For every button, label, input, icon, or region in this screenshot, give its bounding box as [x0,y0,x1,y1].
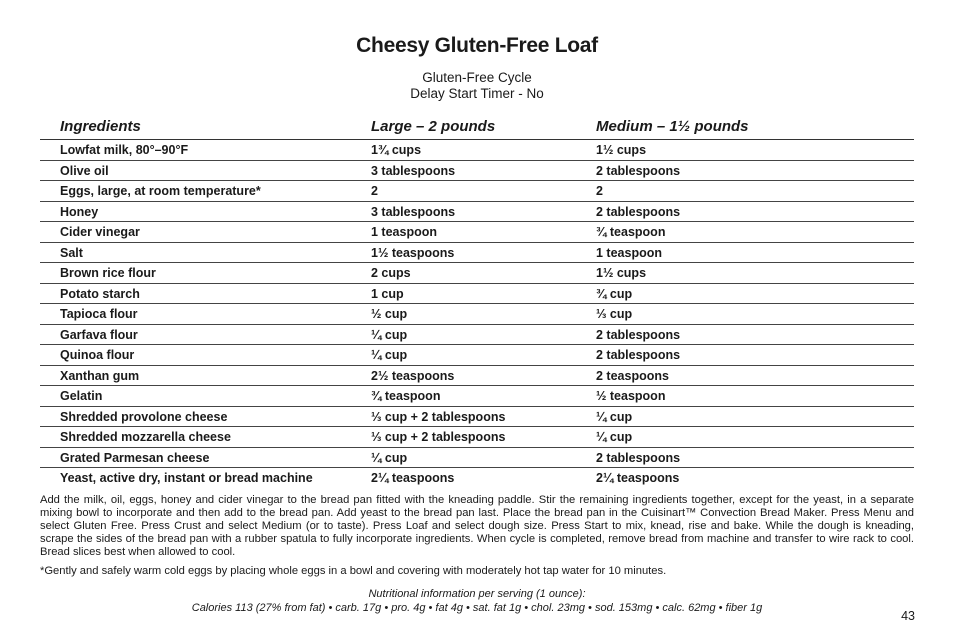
header-ingredients: Ingredients [60,118,141,135]
ingredient-name: Quinoa flour [60,348,135,362]
amount-medium: ½ teaspoon [596,389,666,403]
ingredient-name: Shredded mozzarella cheese [60,430,231,444]
table-body [40,140,914,488]
amount-medium: ¾ teaspoon [596,225,666,239]
amount-medium: 2 teaspoons [596,368,669,383]
table-row [40,263,914,284]
amount-large: 1¾ cups [371,143,422,157]
amount-large: ½ cup [371,307,408,321]
nutrition-values: Calories 113 (27% from fat) • carb. 17g • pro. 4g • fat 4g • sat. fat 1g • chol. 23mg • sod. 153mg • calc. 62mg • fiber 1g [191,602,763,614]
ingredient-name: Salt [60,245,83,260]
instructions [40,494,914,559]
amount-medium: ¼ cup [596,409,633,424]
ingredient-name: Yeast, active dry, instant or bread machine [60,471,313,485]
amount-medium: 2 tablespoons [596,327,681,342]
ingredient-name: Xanthan gum [60,368,140,383]
amount-medium: 1 teaspoon [596,245,662,260]
table-row [40,345,914,366]
amount-medium: 2 tablespoons [596,450,681,465]
amount-large: 3 tablespoons [371,163,456,178]
amount-large: ⅓ cup + 2 tablespoons [371,430,506,444]
ingredient-name: Brown rice flour [60,266,156,280]
amount-medium: ¾ cup [596,286,633,301]
amount-large: 1 teaspoon [371,225,437,239]
ingredient-name: Potato starch [60,286,140,301]
ingredient-name: Olive oil [60,163,109,178]
table-row [40,468,914,488]
table-row [40,448,914,469]
nutrition-heading: Nutritional information per serving (1 ounce): [368,588,586,600]
instructions-text: Add the milk, oil, eggs, honey and cider vinegar to the bread pan fitted with the kneading paddle. Stir the remaining ingredients together, except for the yeast, in a separate mixing bowl to incorporate and then add to the bread pan. Add yeast to the bread pan last. Place the bread pan in the Cuisinart™ Convection Bread Maker. Press Menu and select Gluten Free. Press Crust and select Medium (or to taste). Press Loaf and select dough size. Press Start to mix, knead, rise and bake. While the dough is kneading, scrape the sides of the bread pan with a rubber spatula to fully incorporate ingredients. When cycle is completed, remove bread from machine and transfer to wire rack to cool. Bread slices best when allowed to cool. [40,494,914,558]
footnote: *Gently and safely warm cold eggs by placing whole eggs in a bowl and covering with moderately hot tap water for 10 minutes. [40,565,667,577]
table-row [40,161,914,182]
amount-medium: 1½ cups [596,143,647,157]
amount-large: ¼ cup [371,327,408,342]
table-row [40,202,914,223]
table-row [40,284,914,305]
table-row [40,366,914,387]
ingredients-table [40,116,914,488]
ingredient-name: Grated Parmesan cheese [60,450,210,465]
table-row [40,140,914,161]
ingredient-name: Cider vinegar [60,225,140,239]
table-row [40,325,914,346]
amount-medium: 2¼ teaspoons [596,471,680,485]
amount-large: 2¼ teaspoons [371,471,455,485]
timer-label: Delay Start Timer - No [410,86,544,101]
amount-medium: ⅓ cup [596,307,633,321]
amount-large: 2½ teaspoons [371,368,455,383]
ingredient-name: Tapioca flour [60,307,138,321]
amount-large: 2 cups [371,266,411,280]
amount-medium: 2 tablespoons [596,348,681,362]
amount-medium: 2 tablespoons [596,163,681,178]
page-number: 43 [901,609,915,623]
amount-large: ¾ teaspoon [371,389,441,403]
amount-large: 2 [371,184,378,198]
amount-medium: 1½ cups [596,266,647,280]
table-row [40,304,914,325]
amount-large: 3 tablespoons [371,204,456,219]
ingredient-name: Shredded provolone cheese [60,409,228,424]
table-row [40,427,914,448]
amount-large: 1½ teaspoons [371,245,455,260]
ingredient-name: Gelatin [60,389,103,403]
ingredient-name: Garfava flour [60,327,138,342]
header-medium: Medium – 1½ pounds [596,118,749,135]
table-row [40,407,914,428]
amount-large: 1 cup [371,286,404,301]
amount-medium: 2 [596,184,603,198]
ingredient-name: Honey [60,204,99,219]
header-large: Large – 2 pounds [371,118,496,135]
amount-medium: 2 tablespoons [596,204,681,219]
ingredient-name: Eggs, large, at room temperature* [60,184,261,198]
amount-large: ¼ cup [371,348,408,362]
amount-large: ⅓ cup + 2 tablespoons [371,409,506,424]
amount-medium: ¼ cup [596,430,633,444]
recipe-title: Cheesy Gluten-Free Loaf [356,34,598,57]
recipe-settings [0,70,954,102]
table-row [40,243,914,264]
table-row [40,181,914,202]
cycle-label: Gluten-Free Cycle [422,70,532,85]
table-row [40,222,914,243]
table-row [40,386,914,407]
amount-large: ¼ cup [371,450,408,465]
nutrition-info [0,587,954,615]
table-header [40,116,914,140]
ingredient-name: Lowfat milk, 80°–90°F [60,143,189,157]
